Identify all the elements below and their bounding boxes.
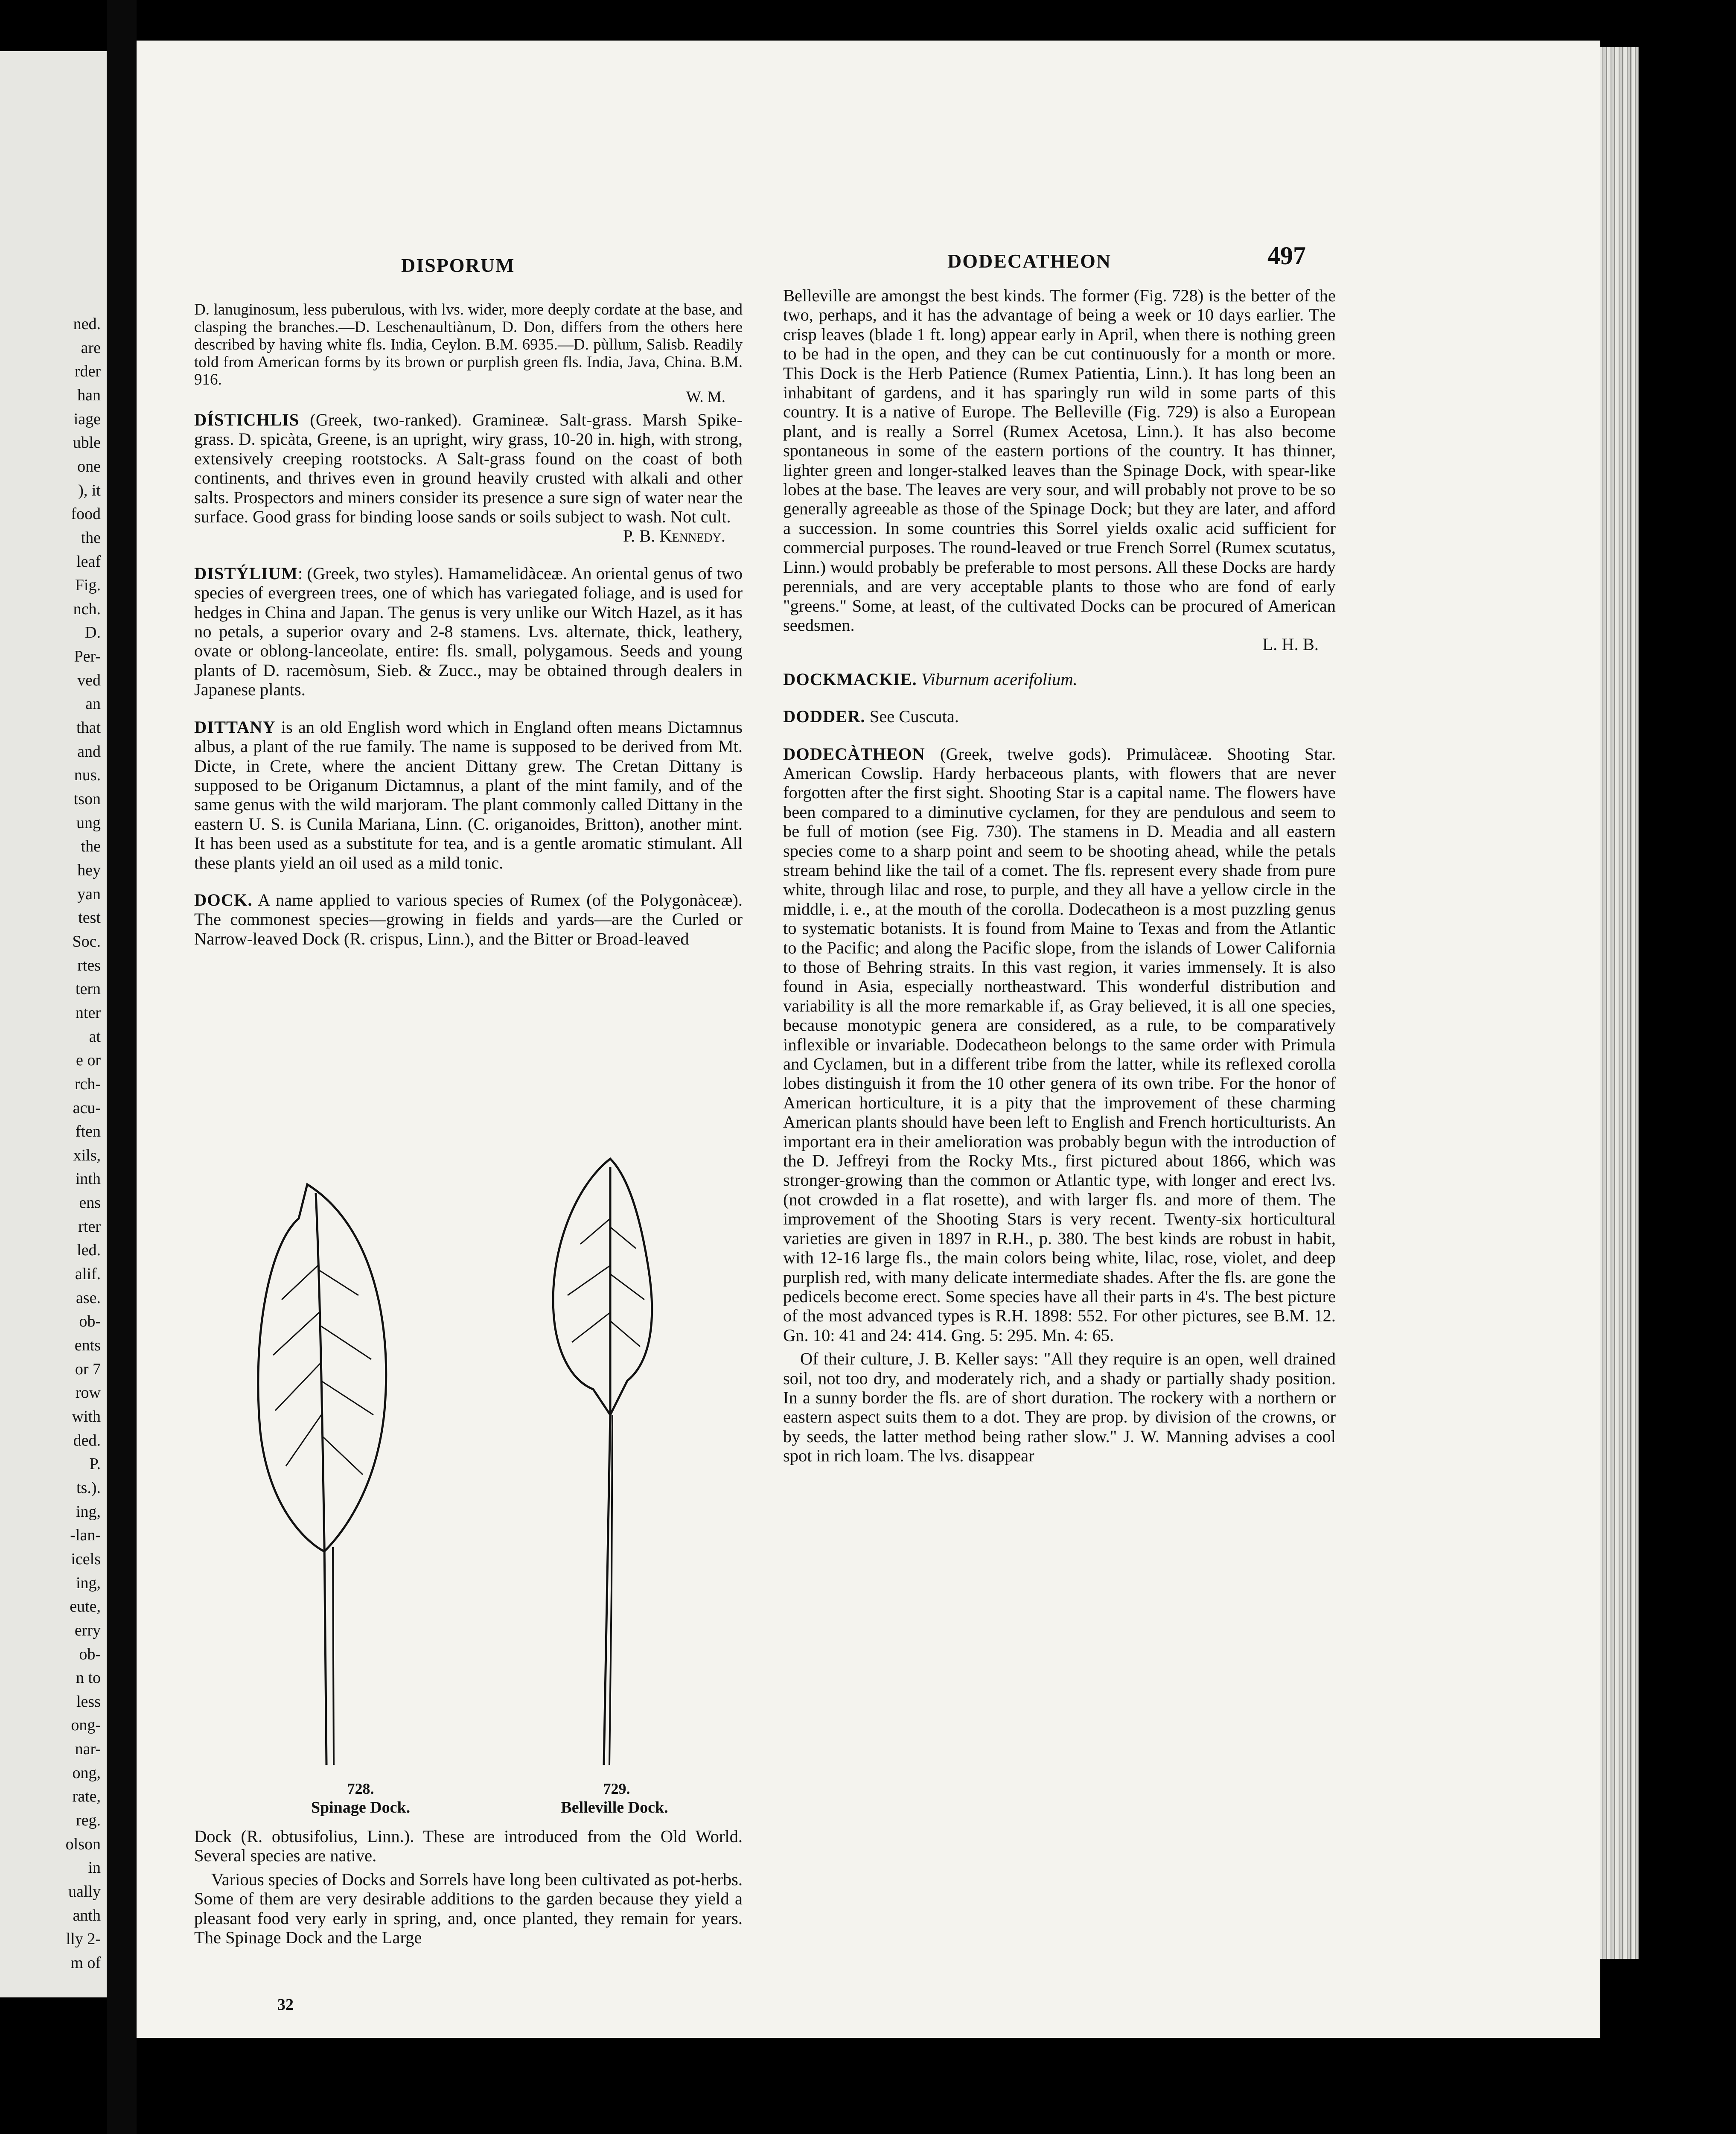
facing-page-fragment: rter — [78, 1218, 101, 1236]
headword: DODDER. — [783, 707, 865, 726]
facing-page-fragment: leaf — [76, 553, 101, 571]
headword: DISTÝLIUM — [194, 563, 298, 583]
facing-page-fragment: xils, — [73, 1146, 101, 1164]
facing-page-fragment: with — [72, 1408, 101, 1426]
headword: DODECÀTHEON — [783, 744, 925, 764]
running-head-right: DODECATHEON — [947, 250, 1112, 272]
facing-page-fragment: iage — [73, 410, 101, 428]
headword: DOCKMACKIE. — [783, 669, 917, 689]
facing-page-fragment: uble — [73, 434, 101, 452]
facing-page-fragment: rder — [74, 362, 101, 380]
spinage-dock-illustration — [235, 1159, 457, 1773]
facing-page-fragment: reg. — [76, 1811, 101, 1829]
facing-page-fragment: at — [89, 1028, 101, 1046]
facing-page-fragment: ase. — [76, 1289, 101, 1307]
facing-page-fragment: the — [81, 529, 101, 547]
running-head-left: DISPORUM — [401, 254, 515, 276]
left-column-top — [194, 301, 743, 966]
facing-page-fragment: the — [81, 837, 101, 855]
signature-mark: 32 — [277, 1996, 294, 2014]
facing-page-fragment: hey — [77, 861, 101, 879]
facing-page-fragment: ents — [74, 1336, 101, 1354]
culture-paragraph: Of their culture, J. B. Keller says: "All they require is an open, well drained soil, not too dry, and moderately rich, and a shady or partially shady position. In a sunny border the fls. are of short duration. The rockery with a northern or eastern aspect suits them to a dot. They are prop. by division of the crowns, or by seeds, the latter method being rather slow." J. W. Manning advises a cool spot in rich loam. The lvs. disappear — [783, 1349, 1336, 1466]
facing-page-fragment: row — [75, 1384, 101, 1402]
facing-page-fragment: Fig. — [75, 576, 101, 594]
entry-dodecatheon: DODECÀTHEON (Greek, twelve gods). Primulàceæ. Shooting Star. American Cowslip. Hardy herbaceous plants, with flowers that are never forgotten after the first sight. Shooting Star is a capital name. The flowers have been compared to a diminutive cyclamen, for they are pendulous and seem to be full of motion (see Fig. 730). The stamens in D. Meadia and all eastern species come to a sharp point and seem to be shooting ahead, while the petals stream behind like the tail of a comet. The fls. represent every shade from pure white, through lilac and rose, to purple, and they all have a yellow circle in the middle, i. e., at the mouth of the corolla. Dodecatheon is a most puzzling genus to systematic botanists. It is found from Maine to Texas and from the Atlantic to the Pacific; and along the Pacific slope, from the islands of Lower California to those of Behring straits. In this vast region, it varies immensely. It is also found in Asia, especially northeastward. This wonderful distribution and variability is all the more remarkable if, as Gray believed, it is all one species, because monotypic genera are considered, as a rule, to be comparatively inflexible or invariable. Dodecatheon belongs to the same order with Primula and Cyclamen, but in a different tribe from the latter, while its reflexed corolla lobes distinguish it from the 10 other genera of its own tribe. For the honor of American horticulture, it is a pity that the improvement of these charming American plants should have been left to English and French horticulturists. An important era in their amelioration was probably begun with the introduction of the D. Jeffreyi from the Rocky Mts., first pictured about 1866, which was stronger-growing than the common or Atlantic type, with longer and erect lvs. (not crowded in a flat rosette), and with larger fls. and more of them. The improvement of the Shooting Stars is very recent. Twenty-six horticultural varieties are given in 1897 in R.H., p. 380. The best kinds are robust in habit, with 12-16 large fls., the main colors being white, lilac, rose, violet, and deep purplish red, with many delicate intermediate shades. After the fls. are gone the pedicels become erect. Some species have all their parts in 4's. The best picture of the most advanced types is R.H. 1898: 552. For other pictures, see B.M. 12. Gn. 10: 41 and 24: 414. Gng. 5: 295. Mn. 4: 65. — [783, 744, 1336, 1345]
facing-page-fragment: ob- — [79, 1312, 101, 1330]
entry-dodder: DODDER. See Cuscuta. — [783, 707, 959, 726]
facing-page-fragment: rate, — [72, 1787, 101, 1805]
facing-page-fragment: ved — [77, 671, 101, 689]
facing-page-fragment: rtes — [77, 956, 101, 974]
facing-page-fragment: alif. — [75, 1265, 101, 1283]
facing-page-fragment: led. — [77, 1241, 101, 1259]
facing-page-fragment: less — [76, 1693, 101, 1711]
headword: DÍSTICHLIS — [194, 410, 300, 429]
facing-page-fragment: ned. — [73, 315, 101, 333]
facing-page-fragment: n to — [76, 1669, 101, 1687]
facing-page — [0, 51, 107, 1997]
facing-page-fragment: or 7 — [75, 1360, 101, 1378]
facing-page-fragment: are — [81, 339, 101, 357]
figure-728-caption: Spinage Dock. — [311, 1799, 411, 1816]
facing-page-fragment: ing, — [76, 1574, 101, 1592]
headword: DITTANY — [194, 717, 276, 737]
disporum-tail: D. lanuginosum, less puberulous, with lvs. wider, more deeply cordate at the base, and clasping the branches.—D. Leschenaultiànum, D. Don, differs from the others here described by having white fls. India, Ceylon. B.M. 6935.—D. pùllum, Salisb. Readily told from American forms by its brown or purplish green fls. India, Java, China. B.M. 916. W. M. — [194, 301, 743, 406]
dock-continued-2: Various species of Docks and Sorrels have long been cultivated as pot-herbs. Some of them are very desirable additions to the garden because they yield a pleasant food very early in spring, and, once planted, they remain for years. The Spinage Dock and the Large — [194, 1869, 743, 1947]
facing-page-fragment: ften — [75, 1122, 101, 1140]
belleville-dock-illustration — [521, 1142, 700, 1773]
facing-page-fragment: test — [78, 909, 101, 927]
signature: W. M. — [686, 388, 725, 406]
facing-page-fragment: ually — [68, 1883, 101, 1901]
facing-page-fragment: han — [77, 386, 101, 404]
entry-dockmackie: DOCKMACKIE. Viburnum acerifolium. — [783, 669, 1078, 689]
entry-distichlis: DÍSTICHLIS (Greek, two-ranked). Gramineæ. Salt-grass. Marsh Spike-grass. D. spicàta, Greene, is an upright, wiry grass, 10-20 in. high, with strong, extensively creeping rootstocks. A Salt-grass found on the coast of both continents, and thrives even in ground heavily crusted with alkali and other salts. Prospectors and miners consider its presence a sure sign of water near the surface. Good grass for binding loose sands or soils subject to wash. Not cult. P. B. Kennedy. — [194, 410, 743, 546]
facing-page-fragment: ong, — [72, 1764, 101, 1782]
facing-page-fragment: ong- — [71, 1716, 101, 1734]
facing-page-fragment: tson — [73, 790, 101, 808]
facing-page-fragment: ded. — [73, 1431, 101, 1449]
entry-dittany: DITTANY is an old English word which in England often means Dictamnus albus, a plant of the rue family. The name is supposed to be derived from Mt. Dicte, in Crete, where the ancient Dittany grew. The Cretan Dittany is supposed to be Origanum Dictamnus, a plant of the mint family, and of the same genus with the wild marjoram. The plant commonly called Dittany in the eastern U. S. is Cunila Mariana, Linn. (C. origanoides, Britton), another mint. It has been used as a substitute for tea, and is a gentle aromatic stimulant. All these plants yield an oil used as a mild tonic. — [194, 717, 743, 872]
facing-page-fragment: in — [88, 1859, 101, 1877]
right-column — [783, 286, 1336, 1484]
facing-page-fragment: ), it — [78, 481, 101, 499]
facing-page-fragment: m of — [70, 1954, 101, 1972]
facing-page-fragment: Per- — [74, 647, 101, 665]
signature: L. H. B. — [1262, 635, 1319, 654]
facing-page-fragment: ing, — [76, 1503, 101, 1521]
facing-page-fragment: food — [71, 505, 101, 523]
facing-page-fragment: inth — [75, 1170, 101, 1188]
facing-page-fragment: lly 2- — [66, 1930, 101, 1948]
headword: DOCK. — [194, 890, 253, 910]
facing-page-fragment: rch- — [74, 1075, 101, 1093]
facing-page-fragment: erry — [74, 1621, 101, 1639]
facing-page-fragment: P. — [89, 1455, 101, 1473]
facing-page-fragment: an — [85, 695, 101, 713]
book-gutter — [107, 0, 137, 2134]
book-page — [137, 41, 1600, 2038]
figure-729-caption: Belleville Dock. — [561, 1799, 668, 1816]
entry-distylium: DISTÝLIUM: (Greek, two styles). Hamamelidàceæ. An oriental genus of two species of evergreen trees, one of which has variegated foliage, and is used for hedges in China and Japan. The genus is very unlike our Witch Hazel, as it has no petals, a superior ovary and 2-8 stamens. Lvs. alternate, thick, leathery, ovate or oblong-lanceolate, entire: fls. small, polygamous. Seeds and young plants of D. racemòsum, Sieb. & Zucc., may be obtained through dealers in Japanese plants. — [194, 563, 743, 700]
facing-page-fragment: nch. — [73, 600, 101, 618]
facing-page-fragment: ens — [79, 1194, 101, 1212]
facing-page-fragment: ung — [76, 814, 101, 832]
figure-729-number: 729. — [603, 1780, 630, 1797]
facing-page-fragment: e or — [76, 1051, 101, 1069]
facing-page-fragment: -lan- — [70, 1526, 101, 1544]
facing-page-fragment: Soc. — [72, 933, 101, 950]
facing-page-fragment: one — [77, 458, 101, 475]
facing-page-fragment: nter — [75, 1004, 101, 1022]
page-number: 497 — [1267, 242, 1306, 270]
facing-page-fragment: anth — [73, 1907, 101, 1924]
facing-page-fragment: icels — [71, 1550, 101, 1568]
facing-page-fragment: nar- — [75, 1740, 101, 1758]
facing-page-fragment: eute, — [70, 1598, 101, 1615]
figure-728-number: 728. — [347, 1780, 374, 1797]
facing-page-fragment: that — [76, 719, 101, 737]
facing-page-fragment: and — [77, 743, 101, 761]
dock-continued: Dock (R. obtusifolius, Linn.). These are introduced from the Old World. Several species are native. — [194, 1827, 743, 1866]
facing-page-fragment: nus. — [74, 766, 101, 784]
facing-page-fragment: acu- — [73, 1099, 101, 1117]
facing-page-fragment: ob- — [79, 1645, 101, 1663]
facing-page-fragment: ts.). — [76, 1479, 101, 1497]
facing-page-fragment: tern — [75, 980, 101, 998]
signature: P. B. Kennedy. — [623, 526, 725, 546]
facing-page-fragment: yan — [77, 885, 101, 903]
facing-page-fragment: olson — [65, 1835, 101, 1853]
left-column-bottom — [194, 1827, 743, 1965]
entry-dock: DOCK. A name applied to various species of Rumex (of the Polygonàceæ). The commonest species—growing in fields and yards—are the Curled or Narrow-leaved Dock (R. crispus, Linn.), and the Bitter or Broad-leaved — [194, 890, 743, 948]
dock-continued-3: Belleville are amongst the best kinds. The former (Fig. 728) is the better of the two, perhaps, and it has the advantage of being a week or 10 days earlier. The crisp leaves (blade 1 ft. long) appear early in April, when there is nothing green to be had in the open, and they can be cut continuously for a month or more. This Dock is the Herb Patience (Rumex Patientia, Linn.). It has long been an inhabitant of gardens, and it has sparingly run wild in some parts of this country. It is a native of Europe. The Belleville (Fig. 729) is also a European plant, and is really a Sorrel (Rumex Acetosa, Linn.). It has also become spontaneous in some of the eastern portions of the country. It has thinner, lighter green and longer-stalked leaves than the Spinage Dock, with spear-like lobes at the base. The leaves are very sour, and will probably not prove to be so generally agreeable as those of the Spinage Dock; but they are later, and afford a succession. In some countries this Sorrel yields oxalic acid sufficient for commercial purposes. The round-leaved or true French Sorrel (Rumex scutatus, Linn.) would probably be preferable to most persons. All these Docks are hardy perennials, and are very acceptable plants to those who are fond of early "greens." Some, at least, of the cultivated Docks can be procured of American seedsmen. L. H. B. — [783, 286, 1336, 654]
facing-page-fragment: D. — [85, 624, 101, 641]
